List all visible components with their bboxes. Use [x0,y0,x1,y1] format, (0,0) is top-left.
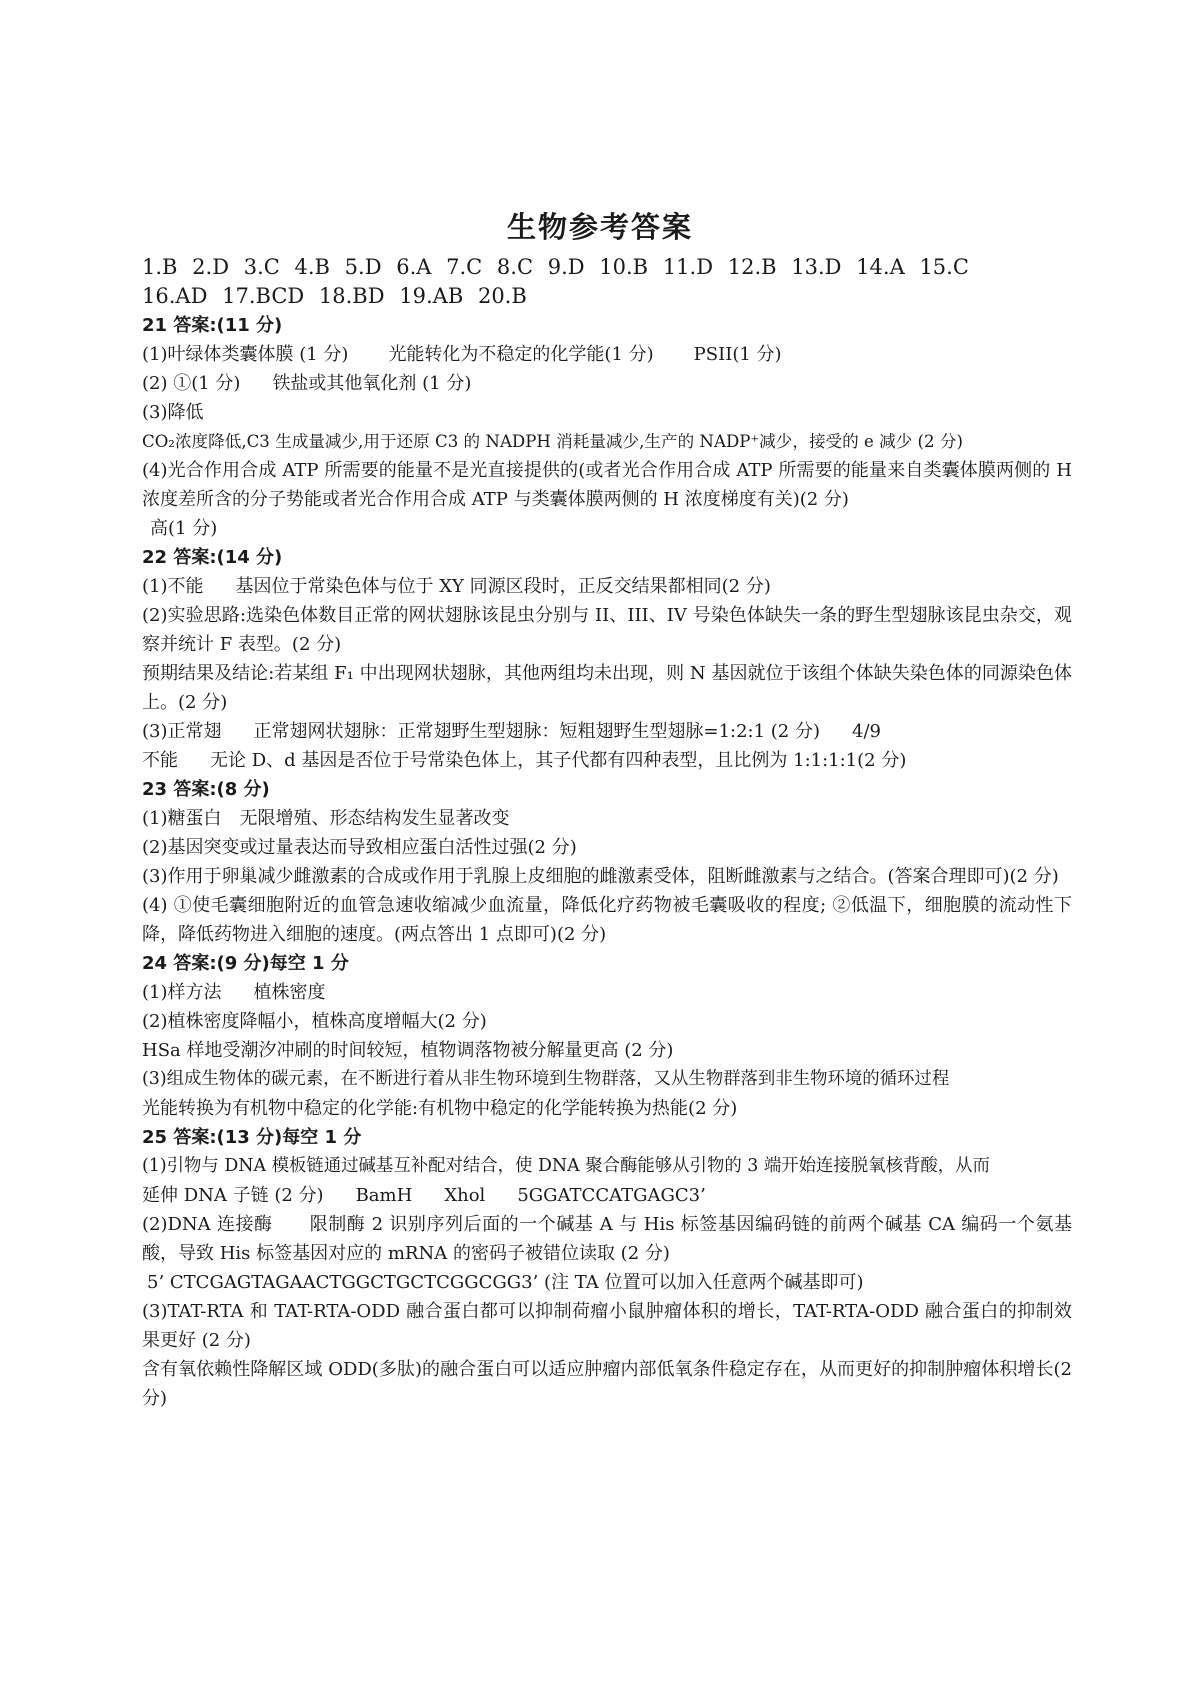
mc-answer: 11.D [662,255,714,279]
mc-answer: 4.B [294,255,330,279]
q21-answer-1b: 光能转化为不稳定的化学能(1 分) [388,344,654,365]
q23-line-1 [142,804,1072,833]
q21-line-2 [142,369,1072,398]
mc-answers-row-1 [142,253,1072,282]
q25-line-3: (2)DNA 连接酶 限制酶 2 识别序列后面的一个碱基 A 与 His 标签基因编码链的前两个碱基 CA 编码一个氨基酸，导致 His 标签基因对应的 mRNA 的密码子被错位读取 (2 分) [142,1214,1072,1264]
mc-answer: 14.A [856,255,905,279]
mc-answer: 15.C [919,255,969,279]
q24-line-3: HSa 样地受潮汐冲刷的时间较短，植物调落物被分解量更高 (2 分) [142,1040,674,1061]
q23-answer-1b: 无限增殖、形态结构发生显著改变 [239,808,510,829]
q21-answer-1a: (1)叶绿体类囊体膜 (1 分) [142,344,349,365]
q24-line-1 [142,978,1072,1007]
q25-line-4: 5’ CTCGAGTAGAACTGGCTGCTCGGCGG3’ (注 TA 位置可以加入任意两个碱基即可) [147,1272,864,1293]
mc-answer: 10.B [599,255,649,279]
q25-line-6: 含有氧依赖性降解区域 ODD(多肽)的融合蛋白可以适应肿瘤内部低氧条件稳定存在，从而更好的抑制肿瘤体积增长(2 分) [142,1359,1072,1409]
q22-answer-1b: 基因位于常染色体与位于 XY 同源区段时，正反交结果都相同(2 分) [235,576,771,597]
q25-line-5: (3)TAT-RTA 和 TAT-RTA-ODD 融合蛋白都可以抑制荷瘤小鼠肿瘤体积的增长，TAT-RTA-ODD 融合蛋白的抑制效果更好 (2 分) [142,1301,1072,1351]
q22-line-4 [142,717,1072,746]
q22-line-3: 预期结果及结论:若某组 F₁ 中出现网状翅脉，其他两组均未出现，则 N 基因就位于该组个体缺失染色体的同源染色体上。(2 分) [142,663,1072,713]
q22-heading: 22 答案:(14 分) [142,547,283,568]
q24-answer-1b: 植株密度 [253,982,326,1003]
q21-line-3: (3)降低 [142,402,204,423]
q22-answer-4a: (3)正常翅 [142,721,222,742]
q25-line-2 [142,1181,1072,1210]
q24-line-5: 光能转换为有机物中稳定的化学能:有机物中稳定的化学能转换为热能(2 分) [142,1098,738,1119]
q25-answer-2c: Xhol [444,1185,486,1206]
mc-answer: 19.AB [399,284,464,308]
q21-line-6: 高(1 分) [150,518,218,539]
mc-answer: 3.C [243,255,280,279]
mc-answer: 13.D [791,255,842,279]
q21-line-4: CO₂浓度降低,C3 生成量减少,用于还原 C3 的 NADPH 消耗量减少,生产的 NADP⁺减少，接受的 e 减少 (2 分) [142,432,963,451]
q24-heading: 24 答案:(9 分)每空 1 分 [142,953,349,974]
mc-answer: 2.D [192,255,230,279]
q21-line-5: (4)光合作用合成 ATP 所需要的能量不是光直接提供的(或者光合作用合成 ATP 所需要的能量来自类囊体膜两侧的 H 浓度差所含的分子势能或者光合作用合成 ATP 与类囊体膜两侧的 H 浓度梯度有关)(2 分) [142,460,1072,510]
mc-answer: 6.A [396,255,432,279]
q21-answer-1c: PSII(1 分) [693,344,782,365]
q23-line-2: (2)基因突变或过量表达而导致相应蛋白活性过强(2 分) [142,837,577,858]
q22-line-5 [142,746,1072,775]
q21-heading: 21 答案:(11 分) [142,315,283,336]
mc-answers-row-2 [142,282,1072,311]
q21-line-1 [142,340,1072,369]
q22-answer-1a: (1)不能 [142,576,204,597]
q22-line-2: (2)实验思路:选染色体数目正常的网状翅脉该昆虫分别与 II、III、IV 号染色体缺失一条的野生型翅脉该昆虫杂交，观察并统计 F 表型。(2 分) [142,605,1072,655]
mc-answer: 12.B [727,255,777,279]
q25-answer-2b: BamH [355,1185,413,1206]
q25-heading: 25 答案:(13 分)每空 1 分 [142,1127,362,1148]
q22-line-1 [142,572,1072,601]
mc-answer: 20.B [477,284,527,308]
answer-content [142,253,1072,1413]
mc-answer: 5.D [344,255,382,279]
mc-answer: 1.B [142,255,178,279]
q25-answer-2d: 5GGATCCATGAGC3’ [517,1185,706,1206]
q23-heading: 23 答案:(8 分) [142,779,270,800]
q22-answer-5b: 无论 D、d 基因是否位于号常染色体上，其子代都有四种表型，且比例为 1:1:1:1(2 分) [210,750,907,771]
q25-answer-2a: 延伸 DNA 子链 (2 分) [142,1185,324,1206]
mc-answer: 7.C [446,255,483,279]
q24-line-2: (2)植株密度降幅小，植株高度增幅大(2 分) [142,1011,487,1032]
mc-answer: 16.AD [142,284,208,308]
q21-answer-2b: 铁盐或其他氧化剂 (1 分) [272,373,472,394]
mc-answer: 9.D [547,255,585,279]
q22-answer-5a: 不能 [142,750,178,771]
q24-answer-1a: (1)样方法 [142,982,222,1003]
mc-answer: 18.BD [318,284,385,308]
q22-answer-4c: 4/9 [852,721,881,742]
q24-line-4: (3)组成生物体的碳元素，在不断进行着从非生物环境到生物群落，又从生物群落到非生物环境的循环过程 [142,1069,950,1089]
mc-answer: 8.C [496,255,534,279]
mc-answer: 17.BCD [222,284,305,308]
q22-answer-4b: 正常翅网状翅脉：正常翅野生型翅脉：短粗翅野生型翅脉=1:2:1 (2 分) [253,721,821,742]
q21-answer-2a: (2) ①(1 分) [142,373,241,394]
q25-line-1: (1)引物与 DNA 模板链通过碱基互补配对结合，使 DNA 聚合酶能够从引物的 3 端开始连接脱氧核背酸，从而 [142,1156,990,1176]
q23-answer-1a: (1)糖蛋白 [142,808,222,829]
q23-line-3: (3)作用于卵巢减少雌激素的合成或作用于乳腺上皮细胞的雌激素受体，阻断雌激素与之结合。(答案合理即可)(2 分) [142,866,1059,887]
page-title: 生物参考答案 [506,210,693,244]
q23-line-4: (4) ①使毛囊细胞附近的血管急速收缩减少血流量，降低化疗药物被毛囊吸收的程度; ②低温下，细胞膜的流动性下降，降低药物进入细胞的速度。(两点答出 1 点即可)(2 分) [142,895,1072,945]
